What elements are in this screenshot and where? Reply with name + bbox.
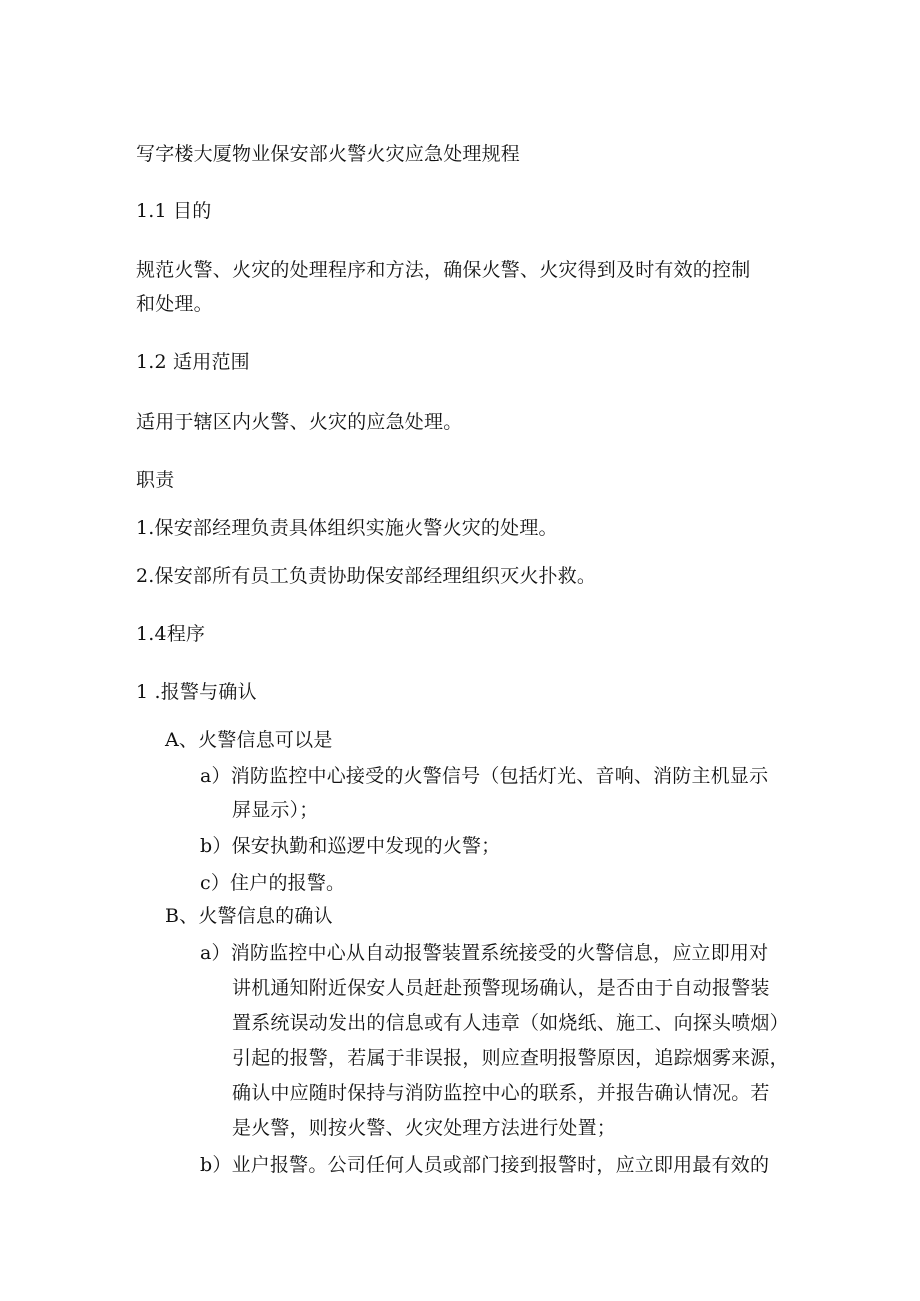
subsection-a-item-b: b）保安执勤和巡逻中发现的火警； [200,835,501,857]
document-title: 写字楼大厦物业保安部火警火灾应急处理规程 [136,143,521,165]
subsection-a-item-a-line-1: a）消防监控中心接受的火警信号（包括灯光、音响、消防主机显示 [200,765,769,787]
subsection-b-item-a-line-2: 讲机通知附近保安人员赶赴预警现场确认，是否由于自动报警装 [232,977,770,999]
purpose-text-line-2: 和处理。 [136,293,213,315]
procedure-step-1-heading: 1 .报警与确认 [136,681,257,703]
subsection-b-item-a-line-3: 置系统误动发出的信息或有人违章（如烧纸、施工、向探头喷烟） [232,1012,789,1034]
subsection-b-item-a-line-6: 是火警，则按火警、火灾处理方法进行处置； [232,1117,617,1139]
section-heading-scope: 1.2 适用范围 [136,351,250,373]
subsection-b-item-b-line-1: b）业户报警。公司任何人员或部门接到报警时，应立即用最有效的 [200,1154,770,1176]
subsection-a-heading: A、火警信息可以是 [165,729,333,751]
responsibility-item-1: 1.保安部经理负责具体组织实施火警火灾的处理。 [136,517,558,539]
section-heading-responsibilities: 职责 [136,469,175,491]
responsibility-item-2: 2.保安部所有员工负责协助保安部经理组织灭火扑救。 [136,565,597,587]
subsection-b-item-a-line-1: a）消防监控中心从自动报警装置系统接受的火警信息，应立即用对 [200,942,769,964]
section-heading-purpose: 1.1 目的 [136,200,212,222]
scope-text: 适用于辖区内火警、火灾的应急处理。 [136,411,463,433]
subsection-a-item-c: c）住户的报警。 [200,872,346,894]
subsection-a-item-a-line-2: 屏显示）； [232,799,319,821]
subsection-b-heading: B、火警信息的确认 [165,905,333,927]
section-heading-procedure: 1.4程序 [136,623,206,645]
purpose-text-line-1: 规范火警、火灾的处理程序和方法，确保火警、火灾得到及时有效的控制 [136,259,751,281]
subsection-b-item-a-line-4: 引起的报警，若属于非误报，则应查明报警原因，追踪烟雾来源， [232,1047,789,1069]
subsection-b-item-a-line-5: 确认中应随时保持与消防监控中心的联系，并报告确认情况。若 [232,1082,770,1104]
